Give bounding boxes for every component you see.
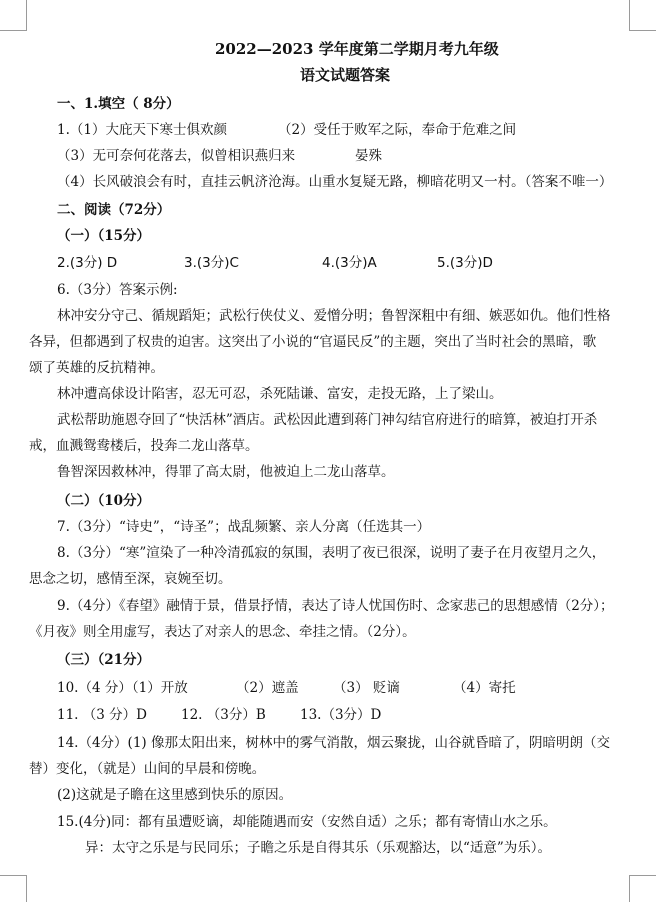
crop-mark-bottom-right <box>629 875 656 902</box>
q6-paragraph-line: 颂了英雄的反抗精神。 <box>29 360 164 376</box>
q1-part1: 1.（1）大庇天下寒士俱欢颜 <box>57 122 227 138</box>
q8-answer-line: 思念之切，感情至深，哀婉至切。 <box>29 571 232 587</box>
q10-item-4: （4）寄托 <box>453 680 516 696</box>
part-2-heading: （二）（10分） <box>57 493 151 509</box>
q6-label: 6.（3分）答案示例: <box>57 282 178 298</box>
part-3-heading: （三）（21分） <box>57 652 151 668</box>
q12-answer: 12. （3分）B <box>181 707 266 723</box>
q10-item-2: （2）遮盖 <box>236 680 299 696</box>
section-2-heading: 二、阅读（72分） <box>57 202 171 218</box>
q14-answer-line: 替）变化，（就是）山间的早晨和傍晚。 <box>29 761 266 777</box>
q5-answer: 5.(3分)D <box>437 255 493 271</box>
q6-paragraph-line: 林冲安分守己、循规蹈矩；武松行侠仗义、爱憎分明；鲁智深粗中有细、嫉恶如仇。他们性格 <box>57 308 611 324</box>
q2-answer: 2.(3分) D <box>57 255 118 271</box>
q8-answer-line: 8.（3分）“寒”渲染了一种冷清孤寂的氛围，表明了夜已很深，说明了妻子在月夜望月之久， <box>57 545 606 561</box>
q6-paragraph-line: 各异，但都遇到了权贵的迫害。这突出了小说的“官逼民反”的主题，突出了当时社会的黑暗，歌 <box>29 334 597 350</box>
crop-mark-bottom-left <box>0 875 27 902</box>
q10-item-3: （3） 贬谪 <box>333 680 400 696</box>
section-1-heading: 一、1.填空（ 8分） <box>57 96 180 112</box>
q1-part3-author: 晏殊 <box>355 148 382 164</box>
q6-paragraph-line: 戒，血溅鸳鸯楼后，投奔二龙山落草。 <box>29 438 259 454</box>
q14-answer-line: 14.（4分）(1) 像那太阳出来，树林中的雾气消散，烟云聚拢，山谷就昏暗了，阴暗明朗（交 <box>57 735 610 751</box>
q9-answer-line: 9.（4分）《春望》融情于景，借景抒情，表达了诗人忧国伤时、念家悲己的思想感情（2分）； <box>57 598 614 614</box>
crop-mark-top-left <box>0 0 27 31</box>
crop-mark-top-right <box>629 0 656 31</box>
q1-part4: （4）长风破浪会有时，直挂云帆济沧海。山重水复疑无路，柳暗花明又一村。（答案不唯一） <box>57 174 613 190</box>
q4-answer: 4.(3分)A <box>322 255 377 271</box>
q10-item-1: 10.（4 分）（1）开放 <box>57 680 188 696</box>
q1-part3: （3）无可奈何花落去，似曾相识燕归来 <box>57 148 296 164</box>
q14-answer-line: (2)这就是子瞻在这里感到快乐的原因。 <box>57 787 293 803</box>
page-subtitle: 语文试题答案 <box>300 66 391 84</box>
q15-answer-line: 异：太守之乐是与民同乐；子瞻之乐是自得其乐（乐观豁达，以“适意”为乐）。 <box>85 840 552 856</box>
q6-paragraph-line: 林冲遭高俅设计陷害，忍无可忍，杀死陆谦、富安，走投无路，上了梁山。 <box>57 386 503 402</box>
q6-paragraph-line: 武松帮助施恩夺回了“快活林”酒店。武松因此遭到蒋门神勾结官府进行的暗算，被迫打开杀 <box>57 412 598 428</box>
q9-answer-line: 《月夜》则全用虚写，表达了对亲人的思念、牵挂之情。（2分）。 <box>29 624 416 640</box>
q13-answer: 13.（3分）D <box>300 707 382 723</box>
part-1-heading: （一）（15分） <box>57 228 151 244</box>
q1-part2: （2）受任于败军之际，奉命于危难之间 <box>278 122 517 138</box>
q15-answer-line: 15.(4分)同：都有虽遭贬谪，却能随遇而安（安然自适）之乐；都有寄情山水之乐。 <box>57 814 557 830</box>
page-title: 2022—2023 学年度第二学期月考九年级 <box>215 40 499 58</box>
q3-answer: 3.(3分)C <box>184 255 239 271</box>
q7-answer: 7.（3分）“诗史”，“诗圣”；战乱频繁、亲人分离（任选其一） <box>57 519 431 535</box>
q11-answer: 11. （3 分）D <box>57 707 147 723</box>
q6-paragraph-line: 鲁智深因救林冲，得罪了高太尉，他被迫上二龙山落草。 <box>57 464 395 480</box>
